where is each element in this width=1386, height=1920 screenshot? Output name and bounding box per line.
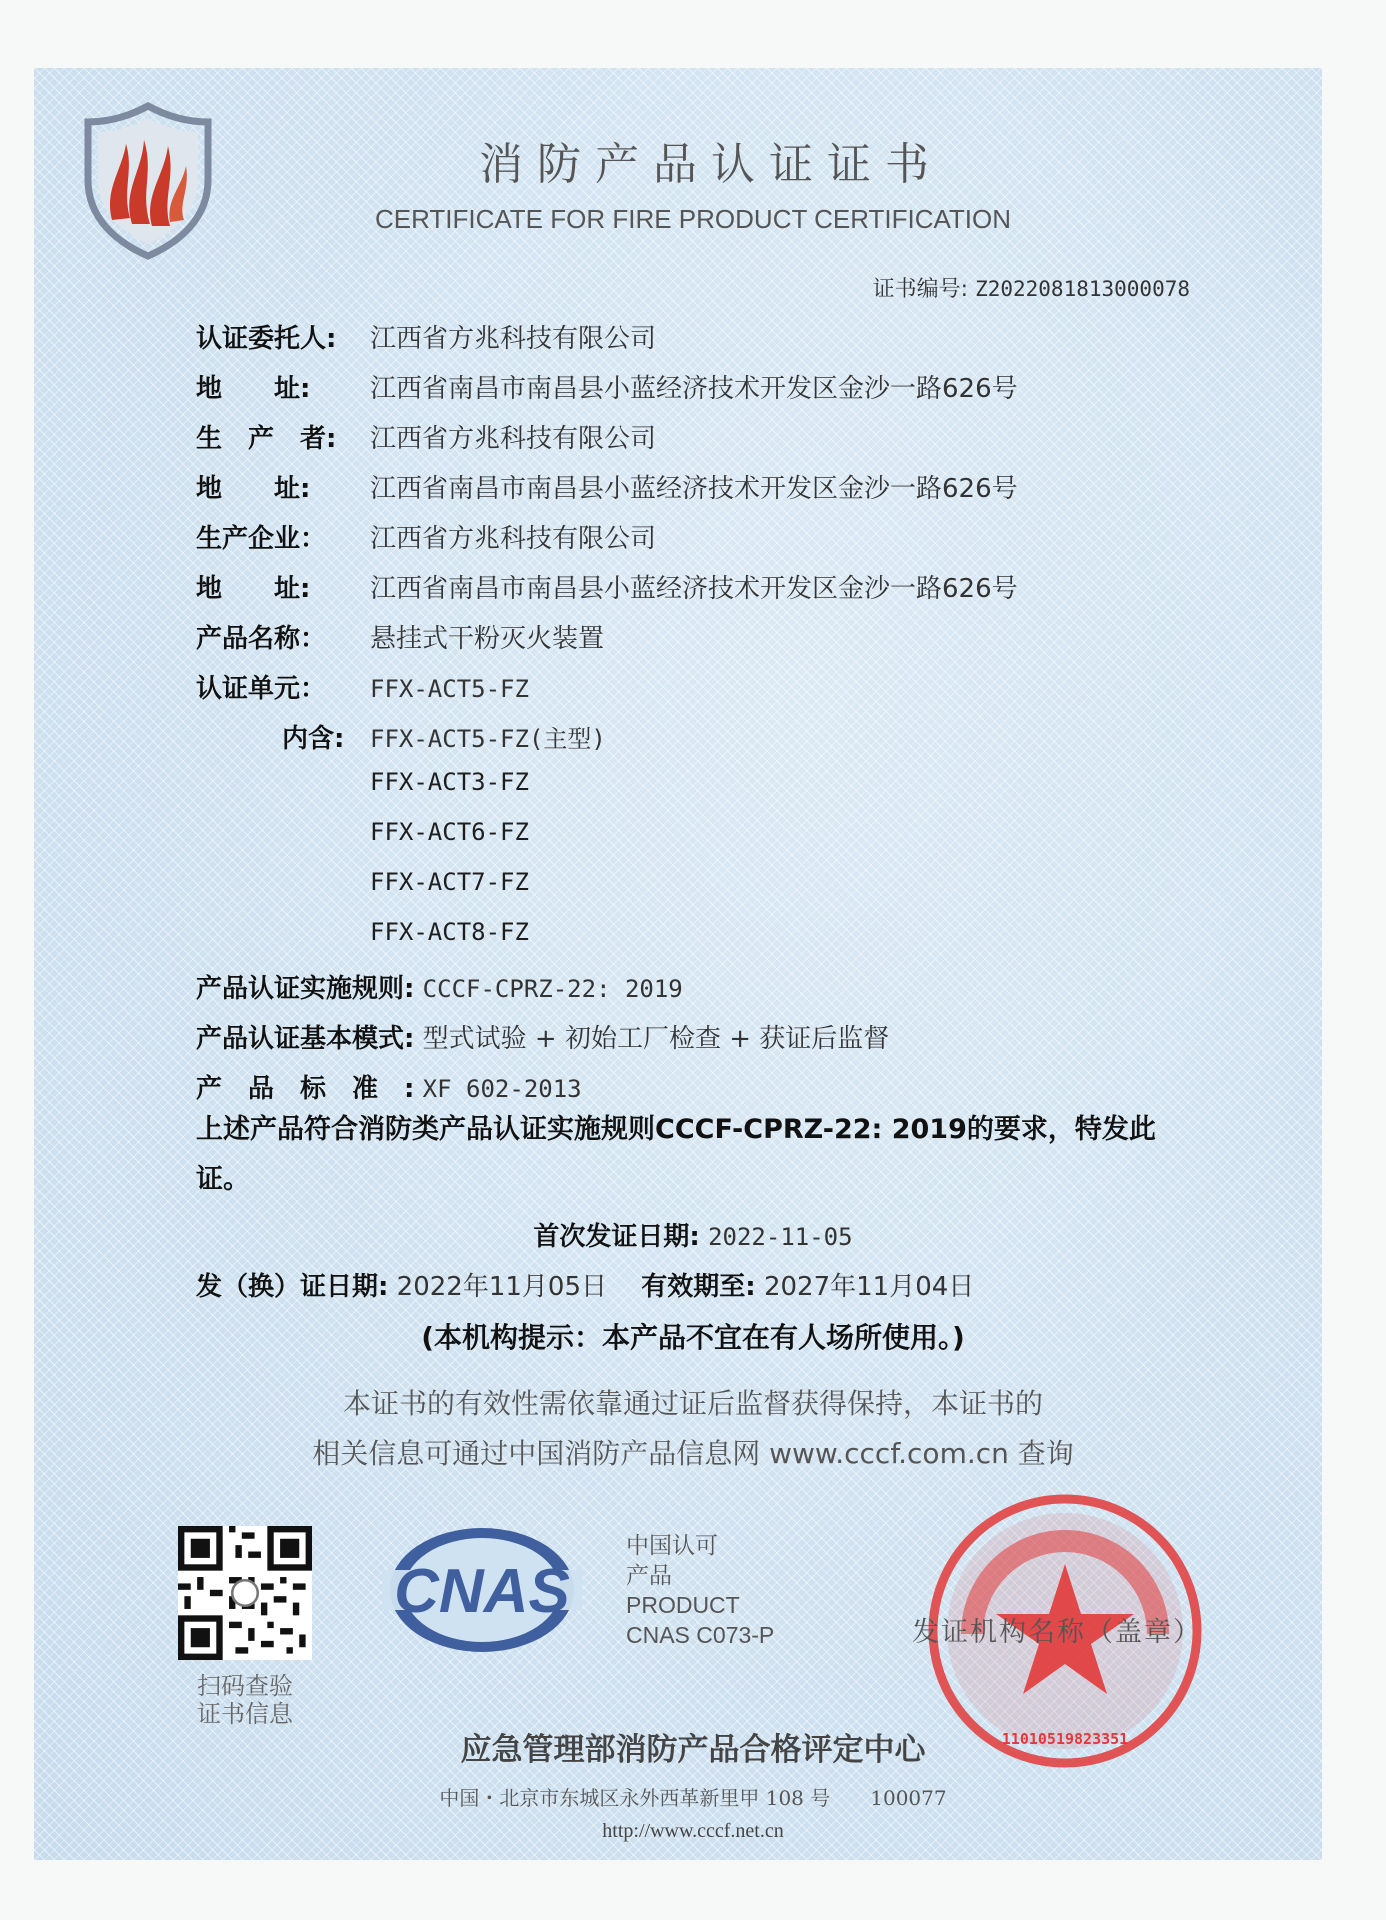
organization-address: 中国・北京市东城区永外西革新里甲 108 号 100077 [439, 1786, 947, 1810]
applicant-row [196, 318, 656, 355]
factory-row [196, 518, 656, 555]
factory-address-row [196, 568, 1018, 605]
applicant-value: 江西省方兆科技有限公司 [370, 324, 657, 354]
issuing-organization: 应急管理部消防产品合格评定中心 [460, 1732, 926, 1768]
contains-row [282, 718, 606, 755]
validity-note-line: 本证书的有效性需依靠通过证后监督获得保持，本证书的 [342, 1387, 1043, 1420]
product-name-row [196, 618, 604, 655]
manufacturer-row [196, 418, 656, 455]
valid-until-label: 有效期至: [641, 1272, 756, 1302]
cert-unit-label: 认证单元： [196, 674, 327, 704]
usage-warning: (本机构提示：本产品不宜在有人场所使用。) [421, 1321, 965, 1354]
model-item: FFX-ACT7-FZ [370, 868, 529, 896]
first-issue-value: 2022-11-05 [708, 1223, 853, 1251]
product-name-label: 产品名称： [196, 624, 327, 654]
standard-label: 产 品 标 准 : [196, 1074, 415, 1104]
model-item: FFX-ACT8-FZ [370, 918, 529, 946]
standard-value: XF 602-2013 [422, 1075, 582, 1103]
mode-row [196, 1018, 889, 1055]
factory-label: 生产企业： [196, 524, 327, 554]
first-issue-date [0, 1216, 1386, 1253]
certificate-number-label: 证书编号: [872, 277, 969, 302]
cnas-logo-icon [382, 1520, 582, 1660]
applicant-address-value: 江西省南昌市南昌县小蓝经济技术开发区金沙一路626号 [370, 374, 1018, 404]
certificate-title: 消防产品认证证书 [479, 139, 943, 190]
contains-label: 内含: [282, 724, 345, 754]
manufacturer-address-label: 地 址: [196, 474, 311, 504]
manufacturer-label: 生 产 者: [196, 424, 337, 454]
mode-value: 型式试验 + 初始工厂检查 + 获证后监督 [422, 1024, 890, 1054]
cnas-line: 产品 [626, 1562, 672, 1588]
cert-unit-value: FFX-ACT5-FZ [370, 675, 529, 703]
qr-code-icon [178, 1526, 312, 1660]
model-item: FFX-ACT5-FZ(主型) [370, 725, 606, 753]
factory-address-label: 地 址: [196, 574, 311, 604]
model-item: FFX-ACT6-FZ [370, 818, 529, 846]
manufacturer-value: 江西省方兆科技有限公司 [370, 424, 657, 454]
certificate-subtitle: CERTIFICATE FOR FIRE PRODUCT CERTIFICATION [374, 204, 1012, 234]
organization-website: http://www.cccf.net.cn [602, 1820, 784, 1842]
applicant-address-label: 地 址: [196, 374, 311, 404]
issue-date-label: 发（换）证日期: [196, 1272, 389, 1302]
validity-note-line: 相关信息可通过中国消防产品信息网 www.cccf.com.cn 查询 [312, 1437, 1074, 1470]
cert-unit-row [196, 668, 529, 705]
conformity-statement: 上述产品符合消防类产品认证实施规则CCCF-CPRZ-22: 2019的要求，特发此证。 [196, 1114, 1156, 1195]
rule-row [196, 968, 683, 1005]
certificate-number-value: Z2022081813000078 [975, 277, 1190, 301]
product-name-value: 悬挂式干粉灭火装置 [370, 624, 605, 654]
qr-caption [188, 1672, 302, 1728]
certificate-number [873, 272, 1190, 303]
cnas-line: CNAS C073-P [626, 1622, 775, 1648]
qr-caption-line: 证书信息 [197, 1700, 293, 1728]
factory-address-value: 江西省南昌市南昌县小蓝经济技术开发区金沙一路626号 [370, 574, 1018, 604]
cnas-line: 中国认可 [626, 1532, 718, 1558]
standard-row [196, 1068, 582, 1105]
rule-label: 产品认证实施规则: [196, 974, 415, 1004]
manufacturer-address-row [196, 468, 1018, 505]
factory-value: 江西省方兆科技有限公司 [370, 524, 657, 554]
cnas-line: PRODUCT [626, 1592, 740, 1618]
model-item: FFX-ACT3-FZ [370, 768, 529, 796]
mode-label: 产品认证基本模式: [196, 1024, 415, 1054]
cnas-logo-text: CNAS [394, 1557, 570, 1626]
rule-value: CCCF-CPRZ-22: 2019 [422, 975, 683, 1003]
cnas-accreditation-text [626, 1530, 774, 1650]
valid-until-value: 2027年11月04日 [763, 1272, 975, 1302]
manufacturer-address-value: 江西省南昌市南昌县小蓝经济技术开发区金沙一路626号 [370, 474, 1018, 504]
applicant-address-row [196, 368, 1018, 405]
qr-caption-line: 扫码查验 [197, 1672, 293, 1700]
seal-number: 11010519823351 [1001, 1730, 1129, 1748]
issuer-label: 发证机构名称（盖章） [912, 1617, 1202, 1648]
issue-date-value: 2022年11月05日 [396, 1272, 608, 1302]
first-issue-label: 首次发证日期: [533, 1222, 700, 1252]
applicant-label: 认证委托人: [196, 324, 337, 354]
issue-date-row [196, 1266, 974, 1303]
